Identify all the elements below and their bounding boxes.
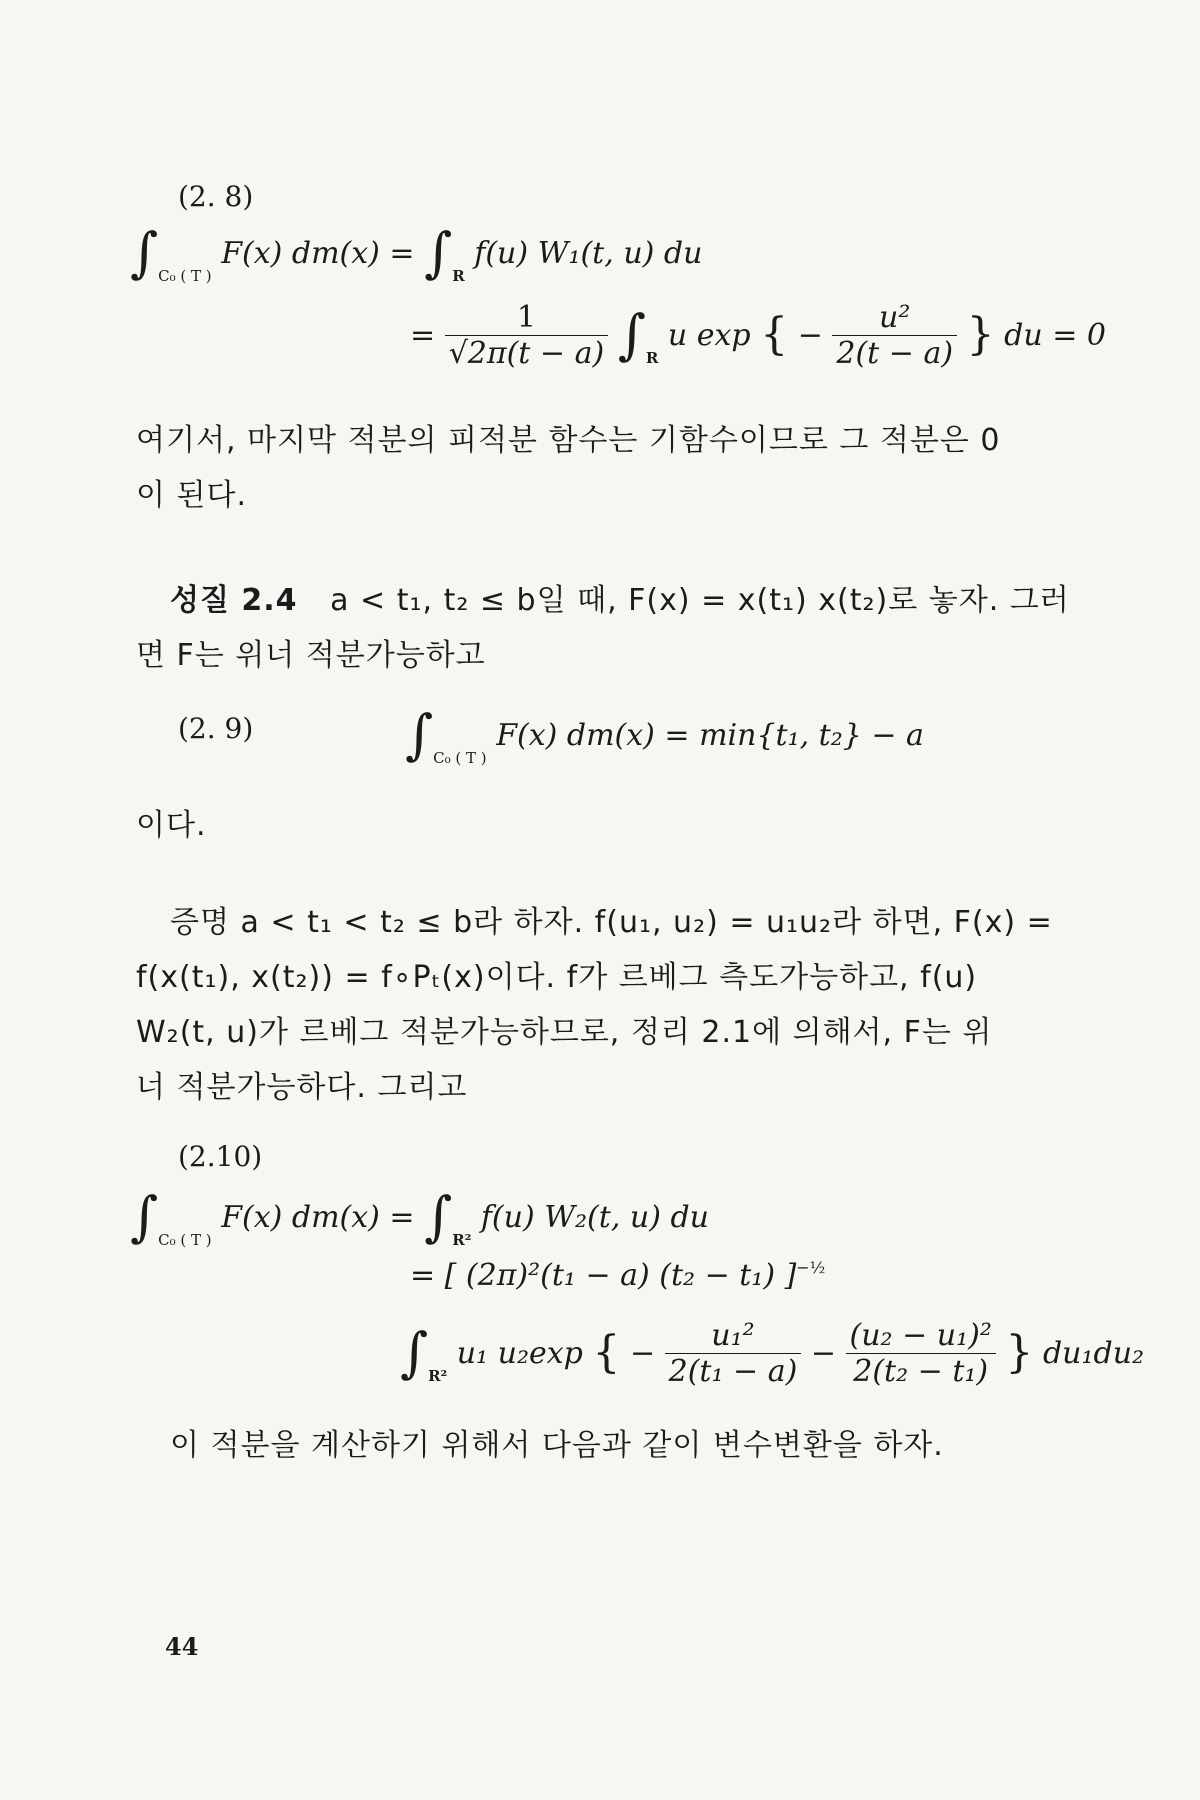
equation-rhs: f(u) W₁(t, u) du bbox=[474, 236, 703, 271]
integral-sign: ∫ bbox=[405, 703, 434, 766]
integral-sign: ∫ bbox=[617, 303, 646, 366]
left-brace: { bbox=[592, 1327, 621, 1378]
fraction-numerator: u₁² bbox=[711, 1317, 755, 1353]
normalizer-exponent: −½ bbox=[796, 1258, 826, 1277]
integral-domain-r: R bbox=[645, 349, 659, 367]
equation-number-2-8: (2. 8) bbox=[178, 180, 254, 213]
integrand: u exp bbox=[667, 318, 751, 353]
fraction-normalizer bbox=[445, 300, 608, 371]
integral-domain-c0t: C₀ ( T ) bbox=[158, 1231, 212, 1249]
integral-domain-c0t: C₀ ( T ) bbox=[158, 267, 212, 285]
equation-2-10-line-3 bbox=[400, 1318, 1144, 1391]
integrand: u₁ u₂exp bbox=[456, 1336, 583, 1371]
paragraph-line: 이 적분을 계산하기 위해서 다음과 같이 변수변환을 하자. bbox=[170, 1428, 944, 1463]
minus-sign: − bbox=[629, 1336, 656, 1371]
equation-number-2-10: (2.10) bbox=[178, 1140, 263, 1173]
integral-domain-r2: R² bbox=[428, 1367, 448, 1385]
equation-rhs: f(u) W₂(t, u) du bbox=[480, 1200, 709, 1235]
property-label: 성질 2.4 bbox=[170, 583, 298, 618]
fraction-term-2 bbox=[846, 1318, 996, 1389]
equation-2-10-line-1 bbox=[130, 1182, 709, 1249]
fraction-denominator: 2(t − a) bbox=[832, 335, 957, 371]
integral-sign: ∫ bbox=[400, 1321, 429, 1384]
integral-domain-c0t: C₀ ( T ) bbox=[433, 749, 487, 767]
left-brace: { bbox=[760, 309, 789, 360]
integral-sign: ∫ bbox=[130, 221, 159, 284]
minus-sign: − bbox=[810, 1336, 836, 1371]
fraction-exponent bbox=[832, 300, 957, 371]
right-brace: } bbox=[1005, 1327, 1034, 1378]
property-condition: a < t₁, t₂ ≤ b일 때, F(x) = x(t₁) x(t₂)로 놓자. 그러 bbox=[330, 583, 1070, 618]
fraction-denominator: 2(t₁ − a) bbox=[665, 1353, 802, 1389]
right-brace: } bbox=[966, 309, 995, 360]
integral-domain-r2: R² bbox=[452, 1231, 472, 1249]
paragraph-line: 면 F는 위너 적분가능하고 bbox=[136, 638, 486, 673]
proof-line: f(x(t₁), x(t₂)) = f∘Pₜ(x)이다. f가 르베그 측도가능하고, f(u) bbox=[136, 960, 978, 995]
proof-line: W₂(t, u)가 르베그 적분가능하므로, 정리 2.1에 의해서, F는 위 bbox=[136, 1015, 993, 1050]
paragraph-line: 이다. bbox=[136, 808, 207, 843]
equation-tail: du₁du₂ bbox=[1042, 1336, 1145, 1371]
fraction-numerator: (u₂ − u₁)² bbox=[849, 1317, 992, 1353]
fraction-denominator: √2π(t − a) bbox=[445, 335, 608, 371]
equation-lhs: F(x) dm(x) = bbox=[221, 236, 415, 271]
paragraph-line: 여기서, 마지막 적분의 피적분 함수는 기함수이므로 그 적분은 0 bbox=[136, 423, 1001, 458]
paragraph-line: 이 된다. bbox=[136, 478, 248, 513]
normalizer-expression: = [ (2π)²(t₁ − a) (t₂ − t₁) ] bbox=[410, 1258, 797, 1293]
integral-domain-r: R bbox=[452, 267, 465, 285]
page-number: 44 bbox=[165, 1632, 199, 1661]
property-statement bbox=[170, 575, 1070, 619]
equation-2-8-line-2 bbox=[410, 300, 1106, 373]
integral-sign: ∫ bbox=[424, 1185, 453, 1248]
equals-sign: = bbox=[410, 318, 436, 353]
fraction-numerator: 1 bbox=[516, 299, 536, 335]
equation-number-2-9: (2. 9) bbox=[178, 712, 254, 745]
proof-line: 너 적분가능하다. 그리고 bbox=[136, 1070, 468, 1105]
fraction-numerator: u² bbox=[879, 299, 911, 335]
equation-tail: du = 0 bbox=[1004, 318, 1106, 353]
integral-sign: ∫ bbox=[130, 1185, 159, 1248]
integral-sign: ∫ bbox=[424, 221, 453, 284]
proof-line: 증명 a < t₁ < t₂ ≤ b라 하자. f(u₁, u₂) = u₁u₂라 하면, F(x) = bbox=[170, 905, 1053, 940]
equation-body: F(x) dm(x) = min{t₁, t₂} − a bbox=[496, 718, 924, 753]
equation-2-8-line-1 bbox=[130, 218, 703, 285]
equation-2-10-line-2 bbox=[410, 1258, 825, 1293]
fraction-term-1 bbox=[665, 1318, 802, 1389]
equation-2-9 bbox=[405, 700, 924, 767]
fraction-denominator: 2(t₂ − t₁) bbox=[846, 1353, 996, 1389]
minus-sign: − bbox=[797, 318, 823, 353]
equation-lhs: F(x) dm(x) = bbox=[221, 1200, 415, 1235]
